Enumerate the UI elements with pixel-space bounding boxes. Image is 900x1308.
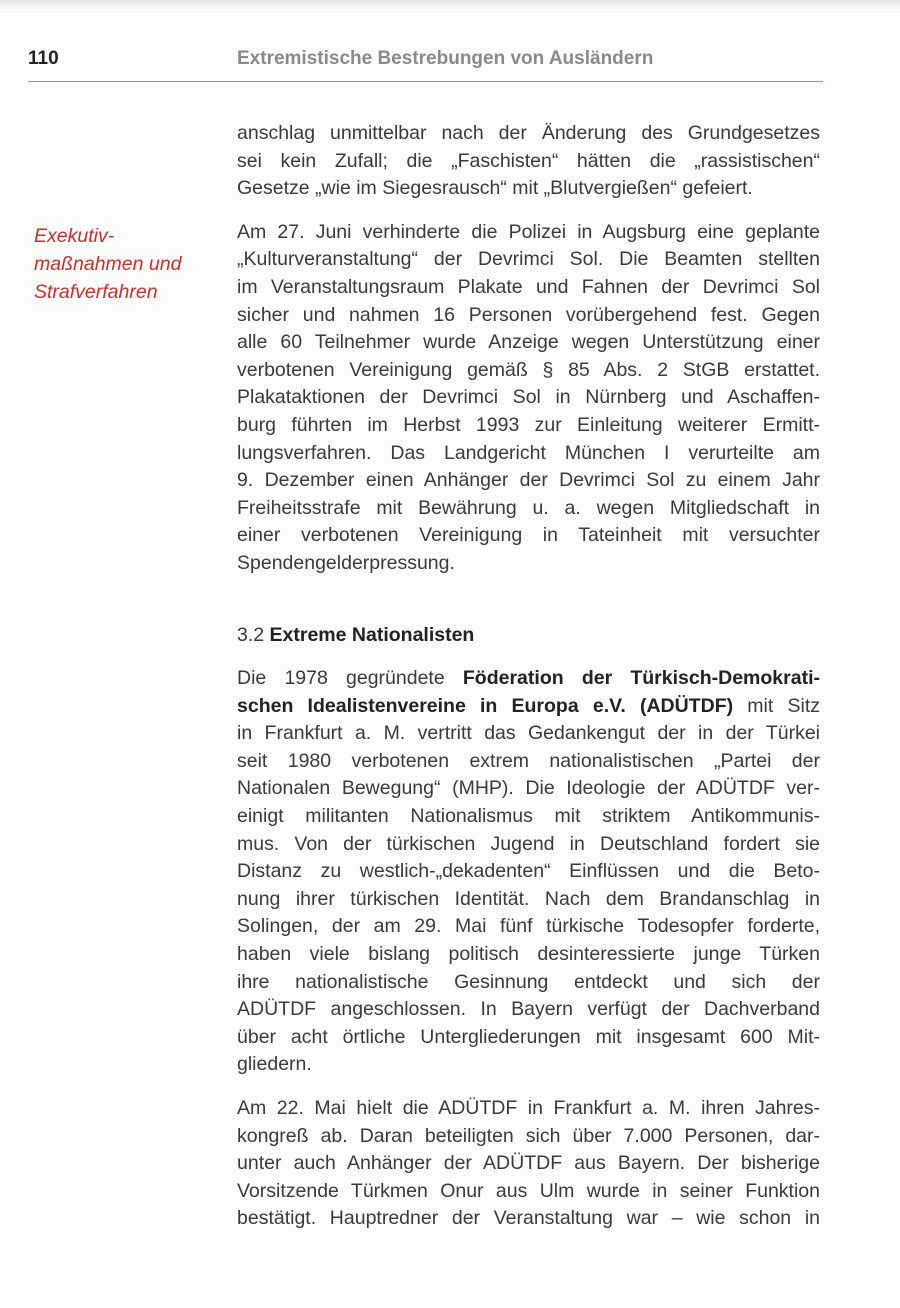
margin-note-line: Exekutiv- [34,225,115,247]
text-segment: mit Sitz [733,694,820,717]
section-number: 3.2 [237,623,265,646]
bold-text: schen Idealistenvereine in Europa e.V. (ADÜTDF) [237,694,734,717]
text-line: haben viele bislang politisch desinteressierte junge Türken [237,943,820,966]
text-line: Nationalen Bewegung“ (MHP). Die Ideologie der ADÜTDF ver- [237,777,820,800]
text-line: Spendengelderpressung. [237,551,455,574]
text-line: mus. Von der türkischen Jugend in Deutschland fordert sie [237,832,820,855]
text-line: ADÜTDF angeschlossen. In Bayern verfügt der Dachverband [237,998,820,1021]
header-rule [28,81,823,82]
text-segment: Die 1978 gegründete [237,667,463,690]
page-number: 110 [28,48,59,69]
text-line: Freiheitsstrafe mit Bewährung u. a. wegen Mitgliedschaft in [237,496,820,519]
text-line: ihre nationalistische Gesinnung entdeckt und sich der [237,970,820,993]
text-line: lungsverfahren. Das Landgericht München I verurteilte am [237,441,820,464]
text-line: Vorsitzende Türkmen Onur aus Ulm wurde in seiner Funktion [237,1179,820,1202]
text-line: sei kein Zufall; die „Faschisten“ hätten die „rassistischen“ [237,149,820,172]
text-line: Plakataktionen der Devrimci Sol in Nürnberg und Aschaffen- [237,386,820,409]
text-line: „Kulturveranstaltung“ der Devrimci Sol. Die Beamten stellten [237,248,820,271]
text-line: in Frankfurt a. M. vertritt das Gedankengut der in der Türkei [237,722,820,745]
running-title: Extremistische Bestrebungen von Ausländern [237,48,654,69]
text-line: burg führten im Herbst 1993 zur Einleitung weiterer Ermitt- [237,413,820,436]
text-line: Gesetze „wie im Siegesrausch“ mit „Blutvergießen“ gefeiert. [237,177,753,200]
text-line: unter auch Anhänger der ADÜTDF aus Bayern. Der bisherige [237,1152,820,1175]
text-line: Solingen, der am 29. Mai fünf türkische Todesopfer forderte, [237,915,820,938]
paragraph-executive-measures [237,219,820,578]
text-line: über acht örtliche Untergliederungen mit insgesamt 600 Mit- [237,1025,820,1048]
text-line [237,693,820,721]
text-line: nung ihrer türkischen Identität. Nach dem Brandanschlag in [237,887,820,910]
margin-note [34,222,181,306]
text-line: alle 60 Teilnehmer wurde Anzeige wegen Unterstützung einer [237,331,820,354]
text-line: einigt militanten Nationalismus mit striktem Antikommunis- [237,805,820,828]
text-line: gliedern. [237,1053,312,1076]
text-line: verbotenen Vereinigung gemäß § 85 Abs. 2 StGB erstattet. [237,358,820,381]
text-line: im Veranstaltungsraum Plakate und Fahnen der Devrimci Sol [237,275,820,298]
text-line [237,665,820,693]
text-line: Distanz zu westlich-„dekadenten“ Einflüssen und die Beto- [237,860,820,883]
text-line: Am 27. Juni verhinderte die Polizei in Augsburg eine geplante [237,220,820,243]
text-line: kongreß ab. Daran beteiligten sich über 7.000 Personen, dar- [237,1124,820,1147]
scan-edge-shade [0,0,900,10]
text-line: 9. Dezember einen Anhänger der Devrimci Sol zu einem Jahr [237,469,820,492]
body-text [237,120,820,1249]
section-heading [237,622,820,650]
section-title: Extreme Nationalisten [269,623,475,646]
text-line: seit 1980 verbotenen extrem nationalistischen „Partei der [237,749,820,772]
paragraph-adutdf [237,665,820,1079]
text-line: anschlag unmittelbar nach der Änderung des Grundgesetzes [237,122,820,144]
text-line: einer verbotenen Vereinigung in Tateinheit mit versuchter [237,524,820,547]
text-line: Am 22. Mai hielt die ADÜTDF in Frankfurt a. M. ihren Jahres- [237,1097,820,1119]
bold-text: Föderation der Türkisch-Demokrati- [462,667,820,690]
margin-note-line: maßnahmen und [34,253,182,275]
text-line: sicher und nahmen 16 Personen vorübergehend fest. Gegen [237,303,820,326]
text-line: bestätigt. Hauptredner der Veranstaltung war – wie schon in [237,1207,820,1230]
paragraph-congress [237,1095,820,1233]
margin-note-line: Strafverfahren [34,281,158,303]
paragraph-continuation [237,120,820,203]
